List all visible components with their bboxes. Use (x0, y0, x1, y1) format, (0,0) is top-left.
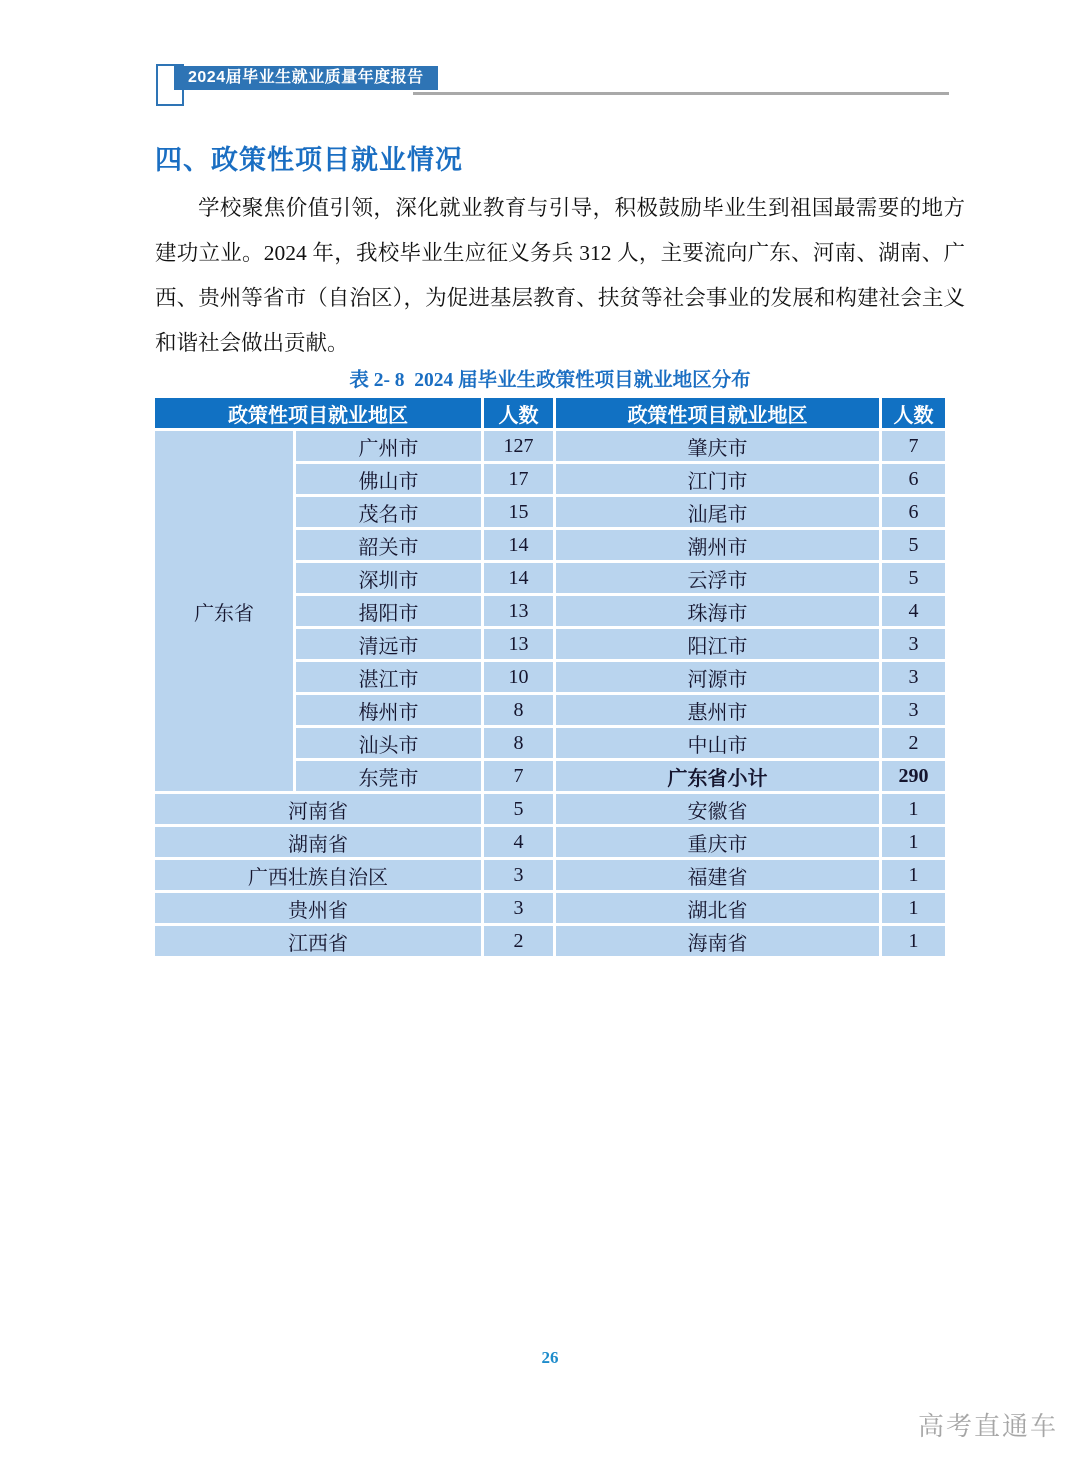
table-cell: 4 (882, 596, 945, 626)
table-cell: 安徽省 (556, 794, 879, 824)
table-row (155, 860, 945, 890)
table-cell: 江西省 (155, 926, 481, 956)
table-cell: 1 (882, 926, 945, 956)
table-cell: 17 (484, 464, 553, 494)
table-cell: 江门市 (556, 464, 879, 494)
table-cell: 湛江市 (296, 662, 481, 692)
table-cell: 汕尾市 (556, 497, 879, 527)
table-cell: 广西壮族自治区 (155, 860, 481, 890)
watermark: 高考直通车 (917, 1411, 1058, 1441)
table-row (155, 794, 945, 824)
table-cell: 14 (484, 563, 553, 593)
table-cell: 1 (882, 794, 945, 824)
table-cell: 东莞市 (296, 761, 481, 791)
col-header-count-right: 人数 (882, 398, 945, 428)
table-row (155, 893, 945, 923)
section-title: 四、政策性项目就业情况 (155, 145, 463, 175)
table-cell: 6 (882, 497, 945, 527)
header-rule (413, 92, 949, 95)
table-cell: 3 (484, 860, 553, 890)
table-cell: 3 (882, 662, 945, 692)
policy-employment-region-table (152, 395, 948, 959)
table-cell: 梅州市 (296, 695, 481, 725)
table-cell: 广州市 (296, 431, 481, 461)
table-cell: 潮州市 (556, 530, 879, 560)
table-row (155, 431, 945, 461)
table-cell: 5 (484, 794, 553, 824)
table-cell: 云浮市 (556, 563, 879, 593)
table-cell: 1 (882, 827, 945, 857)
table-cell: 福建省 (556, 860, 879, 890)
table-cell: 5 (882, 563, 945, 593)
table-cell: 佛山市 (296, 464, 481, 494)
table-cell: 贵州省 (155, 893, 481, 923)
table-cell: 韶关市 (296, 530, 481, 560)
table-cell: 2 (882, 728, 945, 758)
table-cell: 4 (484, 827, 553, 857)
table-row (155, 827, 945, 857)
table-cell: 7 (882, 431, 945, 461)
table-cell: 1 (882, 860, 945, 890)
col-header-count-left: 人数 (484, 398, 553, 428)
table-cell: 重庆市 (556, 827, 879, 857)
table-cell: 珠海市 (556, 596, 879, 626)
table-cell: 15 (484, 497, 553, 527)
table-cell: 海南省 (556, 926, 879, 956)
table-cell: 8 (484, 728, 553, 758)
table-cell: 茂名市 (296, 497, 481, 527)
table-cell: 3 (882, 695, 945, 725)
table-cell: 10 (484, 662, 553, 692)
table-cell: 7 (484, 761, 553, 791)
table-cell: 14 (484, 530, 553, 560)
table-cell: 中山市 (556, 728, 879, 758)
body-paragraph: 学校聚焦价值引领，深化就业教育与引导，积极鼓励毕业生到祖国最需要的地方建功立业。2024 年，我校毕业生应征义务兵 312 人，主要流向广东、河南、湖南、广西、贵州等省市（自治区），为促进基层教育、扶贫等社会事业的发展和构建社会主义和谐社会做出贡献。 (155, 196, 965, 355)
table-cell: 汕头市 (296, 728, 481, 758)
col-header-region-right: 政策性项目就业地区 (556, 398, 879, 428)
table-header-row (155, 398, 945, 428)
table-cell: 湖南省 (155, 827, 481, 857)
table-cell: 河南省 (155, 794, 481, 824)
report-title-badge: 2024届毕业生就业质量年度报告 (174, 66, 438, 90)
table-cell: 1 (882, 893, 945, 923)
table-cell: 3 (484, 893, 553, 923)
table-cell: 清远市 (296, 629, 481, 659)
table-cell: 2 (484, 926, 553, 956)
table-cell: 河源市 (556, 662, 879, 692)
table-cell: 惠州市 (556, 695, 879, 725)
table-cell: 肇庆市 (556, 431, 879, 461)
table-cell: 6 (882, 464, 945, 494)
table-cell: 揭阳市 (296, 596, 481, 626)
table-cell: 湖北省 (556, 893, 879, 923)
page-number: 26 (541, 1348, 559, 1367)
table-cell: 阳江市 (556, 629, 879, 659)
table-cell: 127 (484, 431, 553, 461)
province-merged-cell: 广东省 (155, 431, 293, 791)
table-row (155, 926, 945, 956)
table-cell: 5 (882, 530, 945, 560)
table-cell: 3 (882, 629, 945, 659)
col-header-region-left: 政策性项目就业地区 (155, 398, 481, 428)
table-cell: 290 (882, 761, 945, 791)
table-caption: 表 2- 8 2024 届毕业生政策性项目就业地区分布 (349, 370, 751, 391)
table-cell: 8 (484, 695, 553, 725)
table-cell: 13 (484, 629, 553, 659)
table-cell: 深圳市 (296, 563, 481, 593)
table-cell: 广东省小计 (556, 761, 879, 791)
table-cell: 13 (484, 596, 553, 626)
